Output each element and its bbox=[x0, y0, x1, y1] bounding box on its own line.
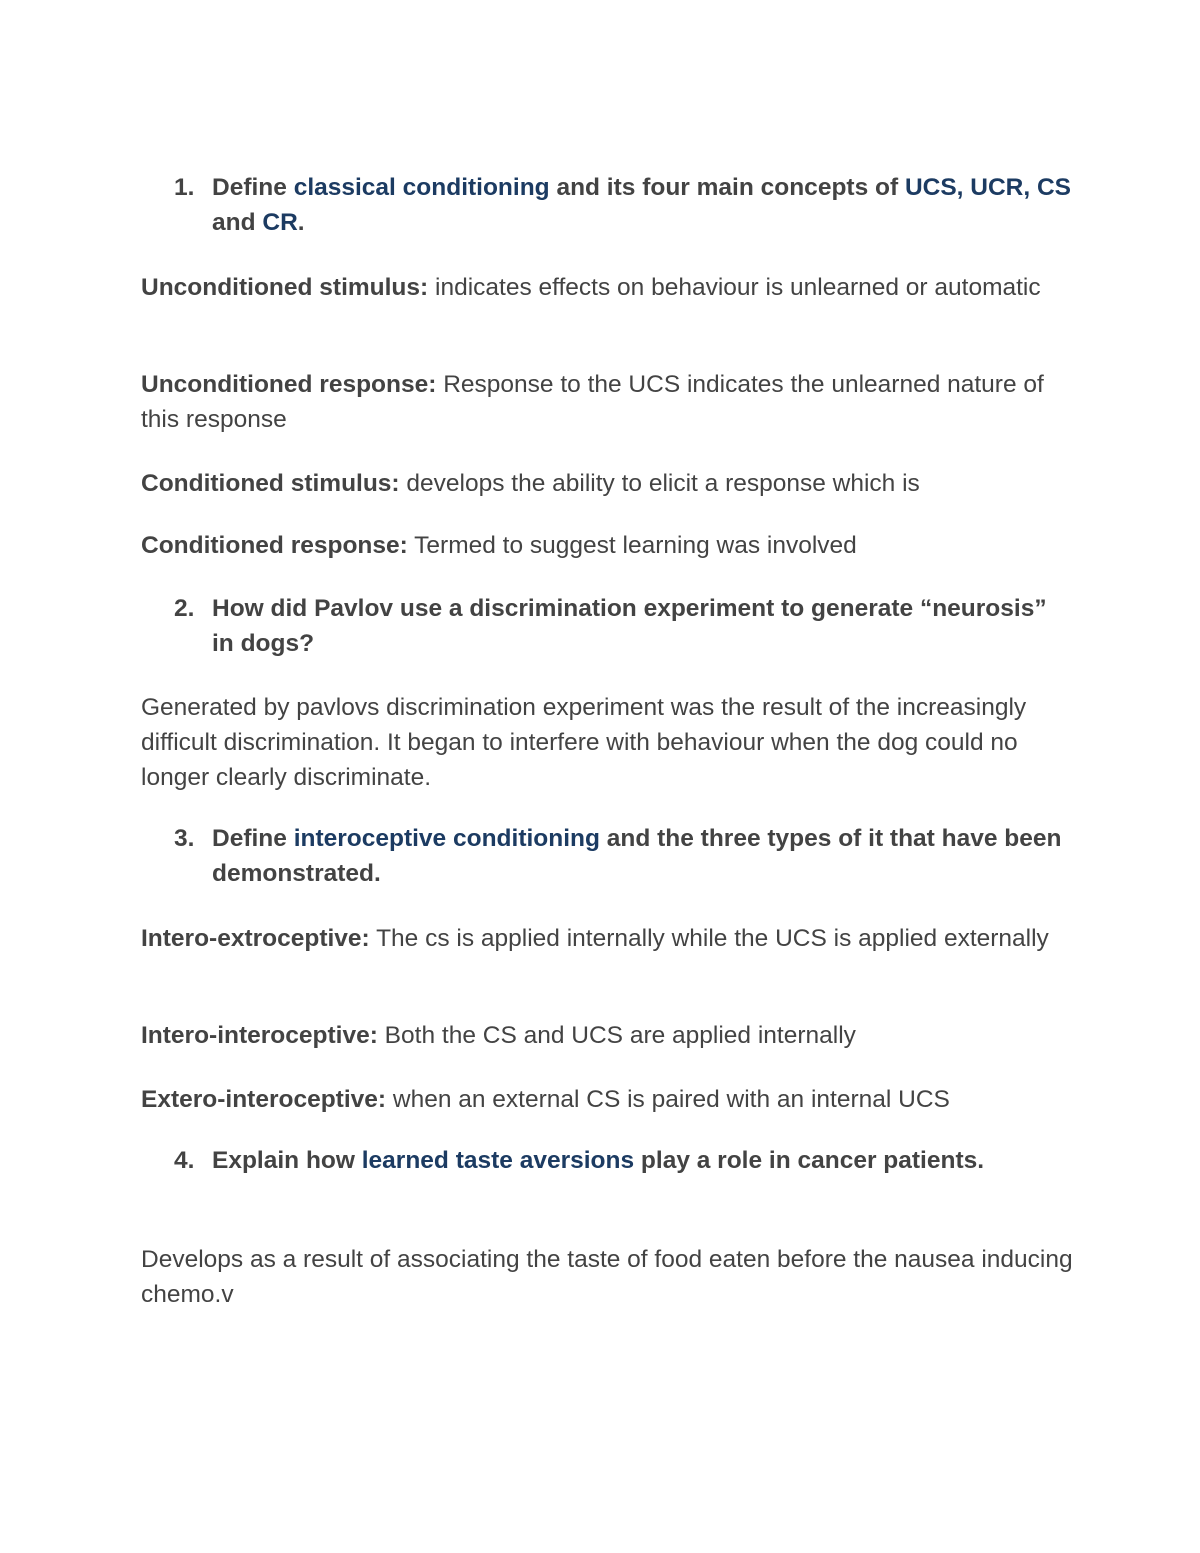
definition-intero-extroceptive bbox=[141, 921, 1081, 956]
question-number: 3. bbox=[174, 825, 195, 852]
question-text-part: and bbox=[212, 209, 263, 236]
highlighted-term: learned taste aversions bbox=[361, 1147, 635, 1174]
definition-text: indicates effects on behaviour is unlearned or automatic bbox=[428, 274, 1041, 301]
question-text-part: and the three types of it that have been demonstrated. bbox=[212, 825, 1062, 887]
question-4 bbox=[174, 1143, 1074, 1178]
definition-text: Termed to suggest learning was involved bbox=[407, 532, 857, 559]
definition-term: Unconditioned response: bbox=[141, 371, 437, 398]
question-text-part: Define bbox=[212, 825, 294, 852]
question-1 bbox=[174, 170, 1074, 240]
question-text-part: . bbox=[297, 209, 305, 236]
question-text bbox=[212, 1143, 1074, 1178]
definition-conditioned-response bbox=[141, 528, 1081, 563]
question-text-part: Define bbox=[212, 174, 294, 201]
definition-unconditioned-response bbox=[141, 367, 1081, 437]
question-3 bbox=[174, 821, 1074, 891]
question-text bbox=[212, 821, 1074, 891]
definition-term: Conditioned stimulus: bbox=[141, 470, 400, 497]
question-text-part: play a role in cancer patients. bbox=[634, 1147, 985, 1174]
question-number: 2. bbox=[174, 595, 195, 622]
answer-4: Develops as a result of associating the taste of food eaten before the nausea inducing chemo.v bbox=[141, 1246, 1073, 1308]
question-text-part: and its four main concepts of bbox=[549, 174, 905, 201]
definition-term: Intero-interoceptive: bbox=[141, 1022, 378, 1049]
definition-text: The cs is applied internally while the UCS is applied externally bbox=[369, 925, 1049, 952]
definition-intero-interoceptive bbox=[141, 1018, 1081, 1053]
highlighted-term: interoceptive conditioning bbox=[293, 825, 600, 852]
answer-2: Generated by pavlovs discrimination experiment was the result of the increasingly difficult discrimination. It began to interfere with behaviour when the dog could no longer clearly discriminate. bbox=[141, 694, 1027, 791]
highlighted-term: classical conditioning bbox=[293, 174, 550, 201]
question-text bbox=[212, 170, 1074, 240]
definition-term: Conditioned response: bbox=[141, 532, 408, 559]
definition-term: Intero-extroceptive: bbox=[141, 925, 370, 952]
definition-extero-interoceptive bbox=[141, 1082, 1101, 1117]
highlighted-term: CR bbox=[262, 209, 298, 236]
question-number: 4. bbox=[174, 1147, 195, 1174]
definition-text: Both the CS and UCS are applied internally bbox=[377, 1022, 856, 1049]
question-2 bbox=[174, 591, 1074, 661]
definition-unconditioned-stimulus bbox=[141, 270, 1081, 305]
question-text-part: Explain how bbox=[212, 1147, 362, 1174]
question-text: How did Pavlov use a discrimination experiment to generate “neurosis” in dogs? bbox=[212, 595, 1047, 657]
definition-term: Extero-interoceptive: bbox=[141, 1086, 387, 1113]
question-number: 1. bbox=[174, 174, 195, 201]
definition-conditioned-stimulus bbox=[141, 466, 1081, 501]
definition-term: Unconditioned stimulus: bbox=[141, 274, 429, 301]
definition-text: develops the ability to elicit a response which is bbox=[399, 470, 920, 497]
definition-text: when an external CS is paired with an internal UCS bbox=[386, 1086, 950, 1113]
definition-text: Response to the UCS indicates the unlearned nature of this response bbox=[141, 371, 1044, 433]
highlighted-term: UCS, UCR, CS bbox=[904, 174, 1072, 201]
